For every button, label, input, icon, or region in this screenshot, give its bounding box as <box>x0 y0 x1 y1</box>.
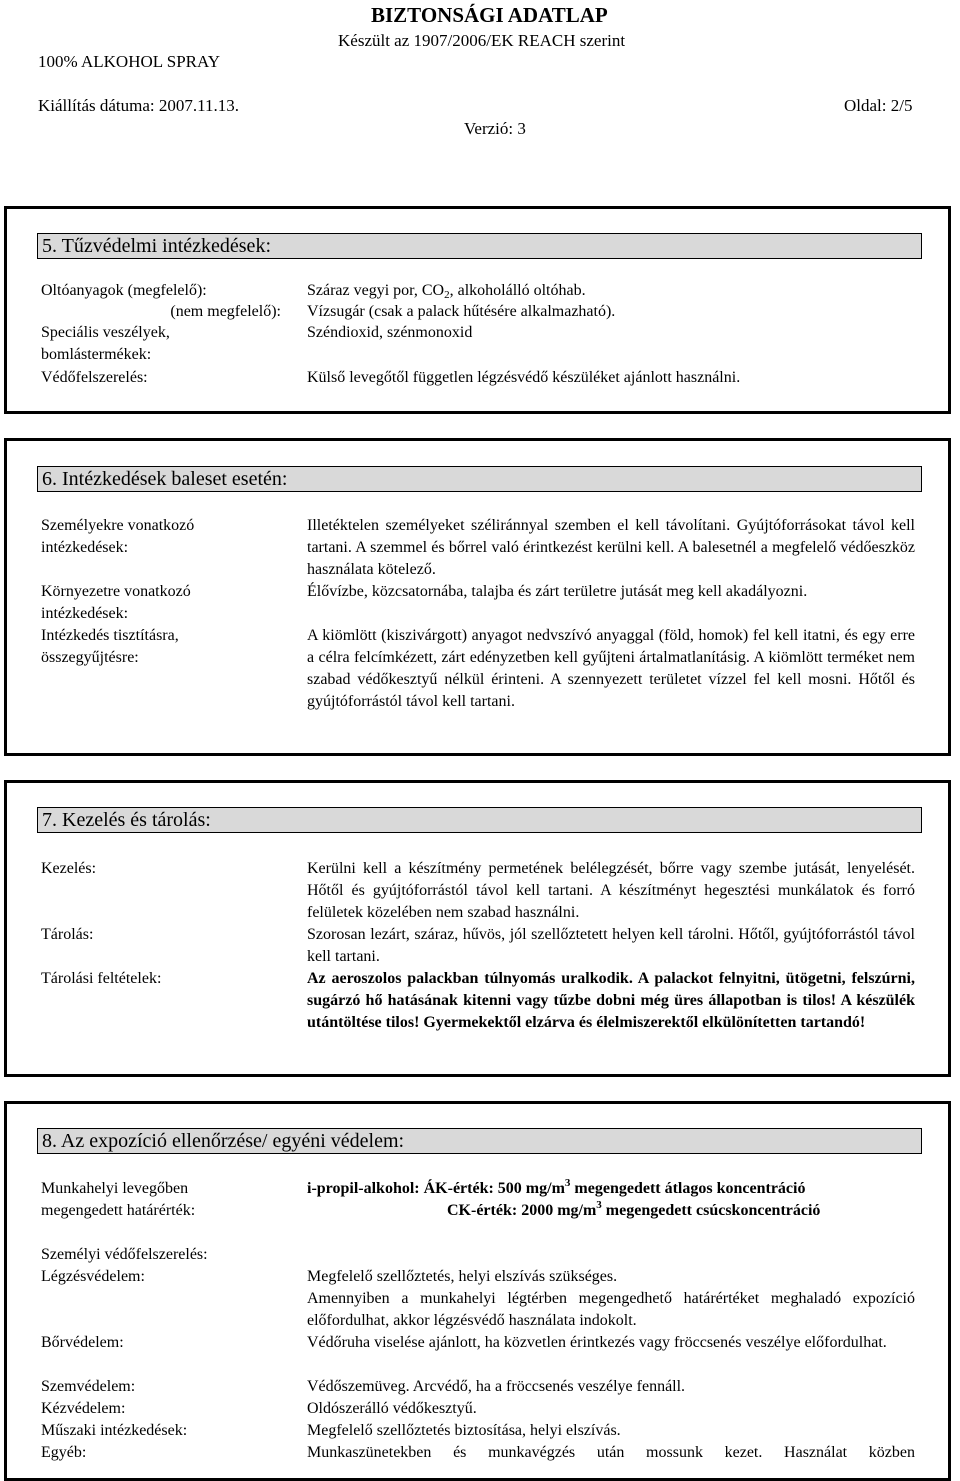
other-label: Egyéb: <box>41 1444 87 1461</box>
personal-protection-label: Személyi védőfelszerelés: <box>41 1246 208 1263</box>
other-value: Munkaszünetekben és munkavégzés után mossunk kezet. Használat közben <box>307 1444 915 1461</box>
document-subtitle: Készült az 1907/2006/EK REACH szerint <box>338 31 626 50</box>
section-5 <box>4 206 951 414</box>
unsuitable-value: Vízsugár (csak a palack hűtésére alkalmazható). <box>307 303 616 320</box>
issue-date: Kiállítás dátuma: 2007.11.13. <box>38 96 239 115</box>
handling-label: Kezelés: <box>41 860 97 877</box>
storage-conditions-value: Az aeroszolos palackban túlnyomás uralkodik. A palackot felnyitni, ütögetni, felszúrni, sugárzó hő hatásának kitenni vagy tűzbe dobni még üres állapotban is tilos! A készülék utántöltése tilos! Gyermekektől elzárva és élelmiszerektől elkülönítetten tartandó! <box>307 970 915 1031</box>
hand-value: Oldószerálló védőkesztyű. <box>307 1400 477 1417</box>
hand-label: Kézvédelem: <box>41 1400 126 1417</box>
eye-label: Szemvédelem: <box>41 1378 136 1395</box>
skin-value: Védőruha viselése ajánlott, ha közvetlen érintkezés vagy fröccsenés veszélye előfordulhat. <box>307 1334 887 1351</box>
respiratory-value-2: Amennyiben a munkahelyi légtérben megengedhető határértéket meghaladó expozíció előfordulhat, akkor légzésvédő használata indokolt. <box>307 1290 915 1329</box>
page-number: Oldal: 2/5 <box>844 96 913 115</box>
cleanup-label: Intézkedés tisztításra, összegyűjtésre: <box>41 627 179 666</box>
product-name: 100% ALKOHOL SPRAY <box>38 52 220 71</box>
eye-value: Védőszemüveg. Arcvédő, ha a fröccsenés veszélye fennáll. <box>307 1378 686 1395</box>
section-6-heading: 6. Intézkedések baleset esetén: <box>37 466 922 492</box>
storage-label: Tárolás: <box>41 926 94 943</box>
unsuitable-label: (nem megfelelő): <box>170 303 281 320</box>
technical-value: Megfelelő szellőztetés biztosítása, helyi elszívás. <box>307 1422 621 1439</box>
ck-limit-value: CK-érték: 2000 $mg/m^3$ megengedett csúcskoncentráció <box>447 1199 821 1219</box>
extinguisher-label: Oltóanyagok (megfelelő): <box>41 282 207 299</box>
section-8-heading: 8. Az expozíció ellenőrzése/ egyéni védelem: <box>37 1128 922 1154</box>
section-8 <box>4 1101 951 1481</box>
section-7 <box>4 780 951 1077</box>
handling-value: Kerülni kell a készítmény permetének belélegzését, bőrre vagy szembe jutását, lenyelését. Hőtől és gyújtóforrástól távol kell tartani. A készítményt hegesztési munkálatok és forró felületek közelében nem szabad használni. <box>307 860 915 921</box>
section-7-heading: 7. Kezelés és tárolás: <box>37 807 922 833</box>
section-5-heading: 5. Tűzvédelmi intézkedések: <box>37 233 922 259</box>
technical-label: Műszaki intézkedések: <box>41 1422 188 1439</box>
hazards-label: Speciális veszélyek, bomlástermékek: <box>41 324 170 363</box>
ak-limit-value: i-propil-alkohol: ÁK-érték: 500 $mg/m^3$ megengedett átlagos koncentráció <box>307 1177 806 1197</box>
version: Verzió: 3 <box>464 119 526 138</box>
section-6 <box>4 438 951 756</box>
storage-value: Szorosan lezárt, száraz, hűvös, jól szellőztetett helyen kell tárolni. Hőtől, gyújtóforrástól távol kell tartani. <box>307 926 915 965</box>
extinguisher-value: Száraz vegyi por, $CO_2$, alkoholálló oltóhab. <box>307 282 586 301</box>
respiratory-label: Légzésvédelem: <box>41 1268 145 1285</box>
cleanup-value: A kiömlött (kiszivárgott) anyagot nedvszívó anyaggal (föld, homok) fel kell itatni, és egy erre a célra felcímkézett, zárt edényzetben kell gyűjteni ártalmatlanításig. A kiömlött terméket nem szabad védőkesztyű nélkül érinteni. A szennyezett területet vízzel fel kell mosni. Hőtől és gyújtóforrástól távol kell tartani. <box>307 627 915 710</box>
exposure-limit-label: Munkahelyi levegőben megengedett határérték: <box>41 1180 196 1219</box>
hazards-value: Széndioxid, szénmonoxid <box>307 324 473 341</box>
personal-measures-label: Személyekre vonatkozó intézkedések: <box>41 517 195 556</box>
environmental-measures-label: Környezetre vonatkozó intézkedések: <box>41 583 191 622</box>
skin-label: Bőrvédelem: <box>41 1334 124 1351</box>
environmental-measures-value: Élővízbe, közcsatornába, talajba és zárt területre jutását meg kell akadályozni. <box>307 583 808 600</box>
storage-conditions-label: Tárolási feltételek: <box>41 970 162 987</box>
respiratory-value-1: Megfelelő szellőztetés, helyi elszívás szükséges. <box>307 1268 618 1285</box>
document-title: BIZTONSÁGI ADATLAP <box>371 3 608 27</box>
protective-equipment-label: Védőfelszerelés: <box>41 369 148 386</box>
personal-measures-value: Illetéktelen személyeket széliránnyal szemben el kell távolítani. Gyújtóforrásokat távol kell tartani. A szemmel és bőrrel való érintkezést kerülni kell. A balesetnél a megfelelő védőeszköz használata kötelező. <box>307 517 915 578</box>
protective-equipment-value: Külső levegőtől független légzésvédő készüléket ajánlott használni. <box>307 369 741 386</box>
